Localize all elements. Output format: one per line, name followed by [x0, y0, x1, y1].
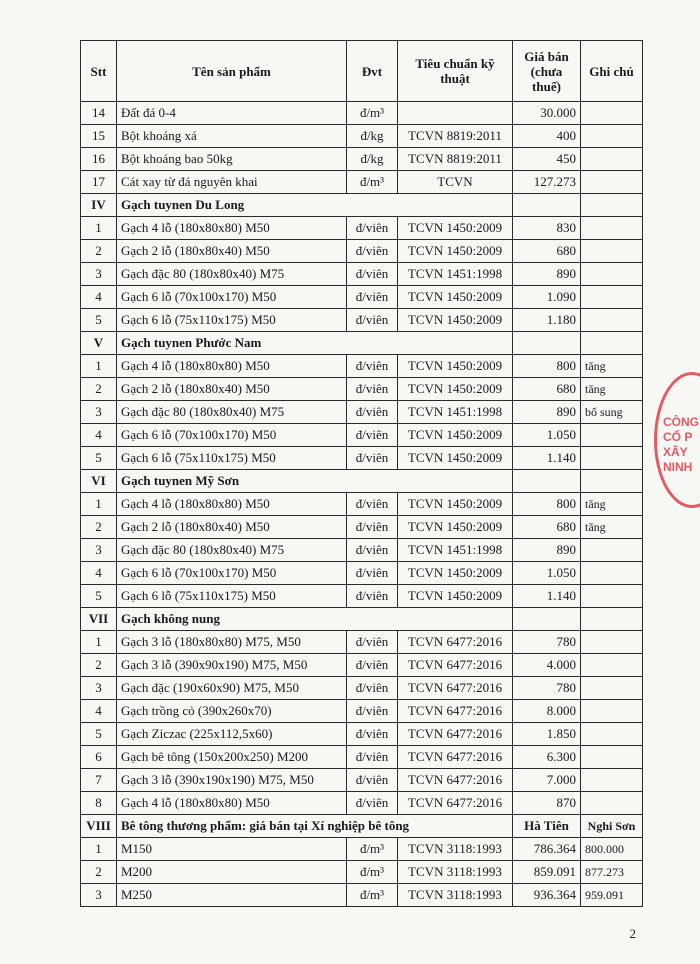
stamp-line: CÔNG — [663, 415, 699, 429]
row-price: 30.000 — [513, 102, 581, 125]
table-row — [81, 654, 643, 677]
table-row — [81, 148, 643, 171]
header-unit: Đvt — [347, 41, 398, 102]
row-standard: TCVN 1450:2009 — [398, 585, 513, 608]
row-unit: đ/viên — [347, 792, 398, 815]
row-product-name: M150 — [117, 838, 347, 861]
table-row — [81, 240, 643, 263]
row-product-name: Gạch 4 lỗ (180x80x80) M50 — [117, 355, 347, 378]
row-note — [581, 263, 643, 286]
row-product-name: Gạch 3 lỗ (180x80x80) M75, M50 — [117, 631, 347, 654]
row-price: Hà Tiên — [513, 815, 581, 838]
row-price: 1.180 — [513, 309, 581, 332]
row-note — [581, 217, 643, 240]
table-row — [81, 378, 643, 401]
row-price: 800 — [513, 493, 581, 516]
table-row — [81, 539, 643, 562]
row-standard: TCVN — [398, 171, 513, 194]
row-standard: TCVN 8819:2011 — [398, 148, 513, 171]
row-stt: 16 — [81, 148, 117, 171]
table-row — [81, 723, 643, 746]
row-note — [581, 631, 643, 654]
row-note — [581, 700, 643, 723]
table-row — [81, 286, 643, 309]
row-price: 1.050 — [513, 424, 581, 447]
row-product-name: Gạch 2 lỗ (180x80x40) M50 — [117, 240, 347, 263]
row-unit: đ/m³ — [347, 838, 398, 861]
header-standard: Tiêu chuẩn kỹ thuật — [398, 41, 513, 102]
row-standard: TCVN 1450:2009 — [398, 217, 513, 240]
row-price: 680 — [513, 516, 581, 539]
price-table — [80, 40, 643, 907]
header-note: Ghi chú — [581, 41, 643, 102]
row-price: 8.000 — [513, 700, 581, 723]
header-stt: Stt — [81, 41, 117, 102]
row-product-name: Gạch 4 lỗ (180x80x80) M50 — [117, 792, 347, 815]
row-standard: TCVN 1451:1998 — [398, 263, 513, 286]
row-price: 780 — [513, 631, 581, 654]
row-unit: đ/kg — [347, 125, 398, 148]
row-unit: đ/viên — [347, 286, 398, 309]
section-row — [81, 194, 643, 217]
table-row — [81, 424, 643, 447]
table-row — [81, 585, 643, 608]
row-note — [581, 424, 643, 447]
table-body — [81, 102, 643, 907]
row-unit: đ/viên — [347, 424, 398, 447]
row-price — [513, 332, 581, 355]
row-standard: TCVN 1450:2009 — [398, 309, 513, 332]
table-row — [81, 217, 643, 240]
row-note — [581, 723, 643, 746]
row-stt: 4 — [81, 700, 117, 723]
row-price: 890 — [513, 539, 581, 562]
row-standard: TCVN 6477:2016 — [398, 654, 513, 677]
row-note: tăng — [581, 516, 643, 539]
row-note: tăng — [581, 355, 643, 378]
table-row — [81, 309, 643, 332]
row-note — [581, 332, 643, 355]
row-standard: TCVN 6477:2016 — [398, 677, 513, 700]
row-product-name: Gạch 3 lỗ (390x90x190) M75, M50 — [117, 654, 347, 677]
row-note — [581, 608, 643, 631]
table-row — [81, 125, 643, 148]
row-stt: 8 — [81, 792, 117, 815]
table-row — [81, 102, 643, 125]
row-product-name: Gạch Ziczac (225x112,5x60) — [117, 723, 347, 746]
row-standard: TCVN 1450:2009 — [398, 493, 513, 516]
row-standard: TCVN 1451:1998 — [398, 401, 513, 424]
section-row — [81, 332, 643, 355]
row-product-name: Gạch bê tông (150x200x250) M200 — [117, 746, 347, 769]
row-price: 1.850 — [513, 723, 581, 746]
row-unit: đ/viên — [347, 585, 398, 608]
row-product-name: Gạch 6 lỗ (75x110x175) M50 — [117, 585, 347, 608]
row-note: tăng — [581, 378, 643, 401]
row-stt: 14 — [81, 102, 117, 125]
row-price: 1.140 — [513, 585, 581, 608]
row-unit: đ/viên — [347, 263, 398, 286]
row-price — [513, 608, 581, 631]
row-standard: TCVN 6477:2016 — [398, 769, 513, 792]
row-unit: đ/viên — [347, 493, 398, 516]
row-standard: TCVN 3118:1993 — [398, 884, 513, 907]
row-standard: TCVN 1450:2009 — [398, 355, 513, 378]
table-row — [81, 769, 643, 792]
row-note — [581, 677, 643, 700]
row-stt: 7 — [81, 769, 117, 792]
row-price: 1.140 — [513, 447, 581, 470]
row-price: 400 — [513, 125, 581, 148]
table-row — [81, 401, 643, 424]
row-standard: TCVN 1450:2009 — [398, 516, 513, 539]
row-stt: VIII — [81, 815, 117, 838]
row-unit: đ/viên — [347, 309, 398, 332]
row-unit: đ/viên — [347, 677, 398, 700]
section-row — [81, 815, 643, 838]
row-unit: đ/m³ — [347, 861, 398, 884]
row-note — [581, 654, 643, 677]
row-note — [581, 769, 643, 792]
row-unit: đ/viên — [347, 769, 398, 792]
stamp-line: NINH — [663, 460, 693, 474]
row-note — [581, 240, 643, 263]
row-note — [581, 470, 643, 493]
row-note — [581, 746, 643, 769]
section-title: Gạch tuynen Phước Nam — [117, 332, 513, 355]
row-stt: 3 — [81, 401, 117, 424]
row-stt: IV — [81, 194, 117, 217]
section-title: Bê tông thương phẩm: giá bán tại Xí nghiệp bê tông — [117, 815, 513, 838]
row-price: 780 — [513, 677, 581, 700]
row-note: 877.273 — [581, 861, 643, 884]
row-product-name: Gạch 6 lỗ (70x100x170) M50 — [117, 286, 347, 309]
row-standard — [398, 102, 513, 125]
row-price: 127.273 — [513, 171, 581, 194]
table-row — [81, 516, 643, 539]
row-standard: TCVN 6477:2016 — [398, 792, 513, 815]
table-row — [81, 447, 643, 470]
row-price: 830 — [513, 217, 581, 240]
row-product-name: Đất đá 0-4 — [117, 102, 347, 125]
row-note: 959.091 — [581, 884, 643, 907]
row-unit: đ/viên — [347, 700, 398, 723]
row-price: 800 — [513, 355, 581, 378]
row-note — [581, 447, 643, 470]
row-note — [581, 539, 643, 562]
row-unit: đ/viên — [347, 240, 398, 263]
table-row — [81, 493, 643, 516]
row-stt: 5 — [81, 585, 117, 608]
row-note — [581, 792, 643, 815]
table-row — [81, 631, 643, 654]
row-price: 680 — [513, 240, 581, 263]
row-price: 890 — [513, 263, 581, 286]
row-stt: 15 — [81, 125, 117, 148]
section-title: Gạch tuynen Du Long — [117, 194, 513, 217]
row-standard: TCVN 3118:1993 — [398, 838, 513, 861]
row-price: 786.364 — [513, 838, 581, 861]
row-stt: 2 — [81, 516, 117, 539]
row-price: 890 — [513, 401, 581, 424]
row-unit: đ/viên — [347, 217, 398, 240]
row-stt: 6 — [81, 746, 117, 769]
row-product-name: Gạch đặc (190x60x90) M75, M50 — [117, 677, 347, 700]
row-note — [581, 562, 643, 585]
row-price — [513, 194, 581, 217]
row-unit: đ/m³ — [347, 102, 398, 125]
table-row — [81, 861, 643, 884]
row-stt: 4 — [81, 286, 117, 309]
row-product-name: Gạch đặc 80 (180x80x40) M75 — [117, 539, 347, 562]
section-row — [81, 470, 643, 493]
row-standard: TCVN 6477:2016 — [398, 746, 513, 769]
row-stt: 17 — [81, 171, 117, 194]
row-unit: đ/viên — [347, 355, 398, 378]
row-stt: 2 — [81, 654, 117, 677]
row-stt: V — [81, 332, 117, 355]
row-note — [581, 125, 643, 148]
row-note — [581, 585, 643, 608]
row-unit: đ/viên — [347, 631, 398, 654]
row-note — [581, 148, 643, 171]
table-row — [81, 700, 643, 723]
row-stt: 5 — [81, 447, 117, 470]
table-row — [81, 562, 643, 585]
row-stt: 4 — [81, 424, 117, 447]
stamp-line: XÂY — [663, 445, 688, 459]
row-note — [581, 194, 643, 217]
row-unit: đ/viên — [347, 539, 398, 562]
table-row — [81, 746, 643, 769]
row-stt: 3 — [81, 677, 117, 700]
row-stt: 3 — [81, 263, 117, 286]
row-product-name: Gạch 6 lỗ (75x110x175) M50 — [117, 447, 347, 470]
row-product-name: M200 — [117, 861, 347, 884]
section-title: Gạch không nung — [117, 608, 513, 631]
row-unit: đ/viên — [347, 447, 398, 470]
row-note: tăng — [581, 493, 643, 516]
row-price: 4.000 — [513, 654, 581, 677]
row-product-name: Gạch trồng cỏ (390x260x70) — [117, 700, 347, 723]
row-price: 859.091 — [513, 861, 581, 884]
row-product-name: M250 — [117, 884, 347, 907]
row-stt: 3 — [81, 539, 117, 562]
table-row — [81, 355, 643, 378]
row-price: 870 — [513, 792, 581, 815]
row-stt: 5 — [81, 723, 117, 746]
row-standard: TCVN 6477:2016 — [398, 700, 513, 723]
table-row — [81, 838, 643, 861]
row-unit: đ/viên — [347, 562, 398, 585]
stamp-line: CỔ P — [663, 430, 693, 444]
row-stt: 1 — [81, 217, 117, 240]
row-stt: VI — [81, 470, 117, 493]
row-standard: TCVN 1450:2009 — [398, 424, 513, 447]
row-product-name: Gạch đặc 80 (180x80x40) M75 — [117, 263, 347, 286]
row-unit: đ/viên — [347, 654, 398, 677]
section-title: Gạch tuynen Mỹ Sơn — [117, 470, 513, 493]
row-standard: TCVN 1450:2009 — [398, 562, 513, 585]
row-product-name: Gạch 4 lỗ (180x80x80) M50 — [117, 217, 347, 240]
row-price: 450 — [513, 148, 581, 171]
header-product-name: Tên sản phẩm — [117, 41, 347, 102]
row-price: 7.000 — [513, 769, 581, 792]
row-unit: đ/viên — [347, 516, 398, 539]
row-standard: TCVN 1451:1998 — [398, 539, 513, 562]
row-note: bổ sung — [581, 401, 643, 424]
row-product-name: Bột khoáng bao 50kg — [117, 148, 347, 171]
row-price: 936.364 — [513, 884, 581, 907]
row-stt: VII — [81, 608, 117, 631]
row-stt: 2 — [81, 378, 117, 401]
row-stt: 2 — [81, 861, 117, 884]
header-price: Giá bán (chưa thuế) — [513, 41, 581, 102]
row-stt: 5 — [81, 309, 117, 332]
company-stamp — [654, 372, 700, 508]
row-price: 680 — [513, 378, 581, 401]
row-standard: TCVN 1450:2009 — [398, 447, 513, 470]
row-stt: 4 — [81, 562, 117, 585]
row-standard: TCVN 1450:2009 — [398, 240, 513, 263]
table-row — [81, 677, 643, 700]
section-row — [81, 608, 643, 631]
row-note — [581, 286, 643, 309]
row-standard: TCVN 3118:1993 — [398, 861, 513, 884]
row-price: 1.050 — [513, 562, 581, 585]
row-stt: 2 — [81, 240, 117, 263]
row-product-name: Gạch đặc 80 (180x80x40) M75 — [117, 401, 347, 424]
row-stt: 1 — [81, 838, 117, 861]
page-number: 2 — [629, 926, 636, 941]
row-standard: TCVN 1450:2009 — [398, 286, 513, 309]
row-standard: TCVN 6477:2016 — [398, 631, 513, 654]
row-price — [513, 470, 581, 493]
table-row — [81, 792, 643, 815]
row-note: 800.000 — [581, 838, 643, 861]
row-note — [581, 309, 643, 332]
row-product-name: Gạch 2 lỗ (180x80x40) M50 — [117, 378, 347, 401]
row-stt: 1 — [81, 493, 117, 516]
row-product-name: Gạch 6 lỗ (75x110x175) M50 — [117, 309, 347, 332]
row-product-name: Bột khoáng xá — [117, 125, 347, 148]
row-unit: đ/viên — [347, 401, 398, 424]
row-product-name: Gạch 3 lỗ (390x190x190) M75, M50 — [117, 769, 347, 792]
row-price: 1.090 — [513, 286, 581, 309]
row-unit: đ/m³ — [347, 884, 398, 907]
row-price: 6.300 — [513, 746, 581, 769]
row-standard: TCVN 6477:2016 — [398, 723, 513, 746]
row-stt: 3 — [81, 884, 117, 907]
row-product-name: Gạch 6 lỗ (70x100x170) M50 — [117, 562, 347, 585]
row-standard: TCVN 1450:2009 — [398, 378, 513, 401]
row-unit: đ/viên — [347, 723, 398, 746]
row-unit: đ/kg — [347, 148, 398, 171]
row-note: Nghi Sơn — [581, 815, 643, 838]
table-row — [81, 884, 643, 907]
row-product-name: Cát xay từ đá nguyên khai — [117, 171, 347, 194]
table-row — [81, 263, 643, 286]
row-note — [581, 102, 643, 125]
row-product-name: Gạch 4 lỗ (180x80x80) M50 — [117, 493, 347, 516]
row-unit: đ/viên — [347, 378, 398, 401]
table-header-row — [81, 41, 643, 102]
row-product-name: Gạch 2 lỗ (180x80x40) M50 — [117, 516, 347, 539]
row-unit: đ/m³ — [347, 171, 398, 194]
row-stt: 1 — [81, 355, 117, 378]
row-product-name: Gạch 6 lỗ (70x100x170) M50 — [117, 424, 347, 447]
row-standard: TCVN 8819:2011 — [398, 125, 513, 148]
row-unit: đ/viên — [347, 746, 398, 769]
row-stt: 1 — [81, 631, 117, 654]
table-row — [81, 171, 643, 194]
row-note — [581, 171, 643, 194]
